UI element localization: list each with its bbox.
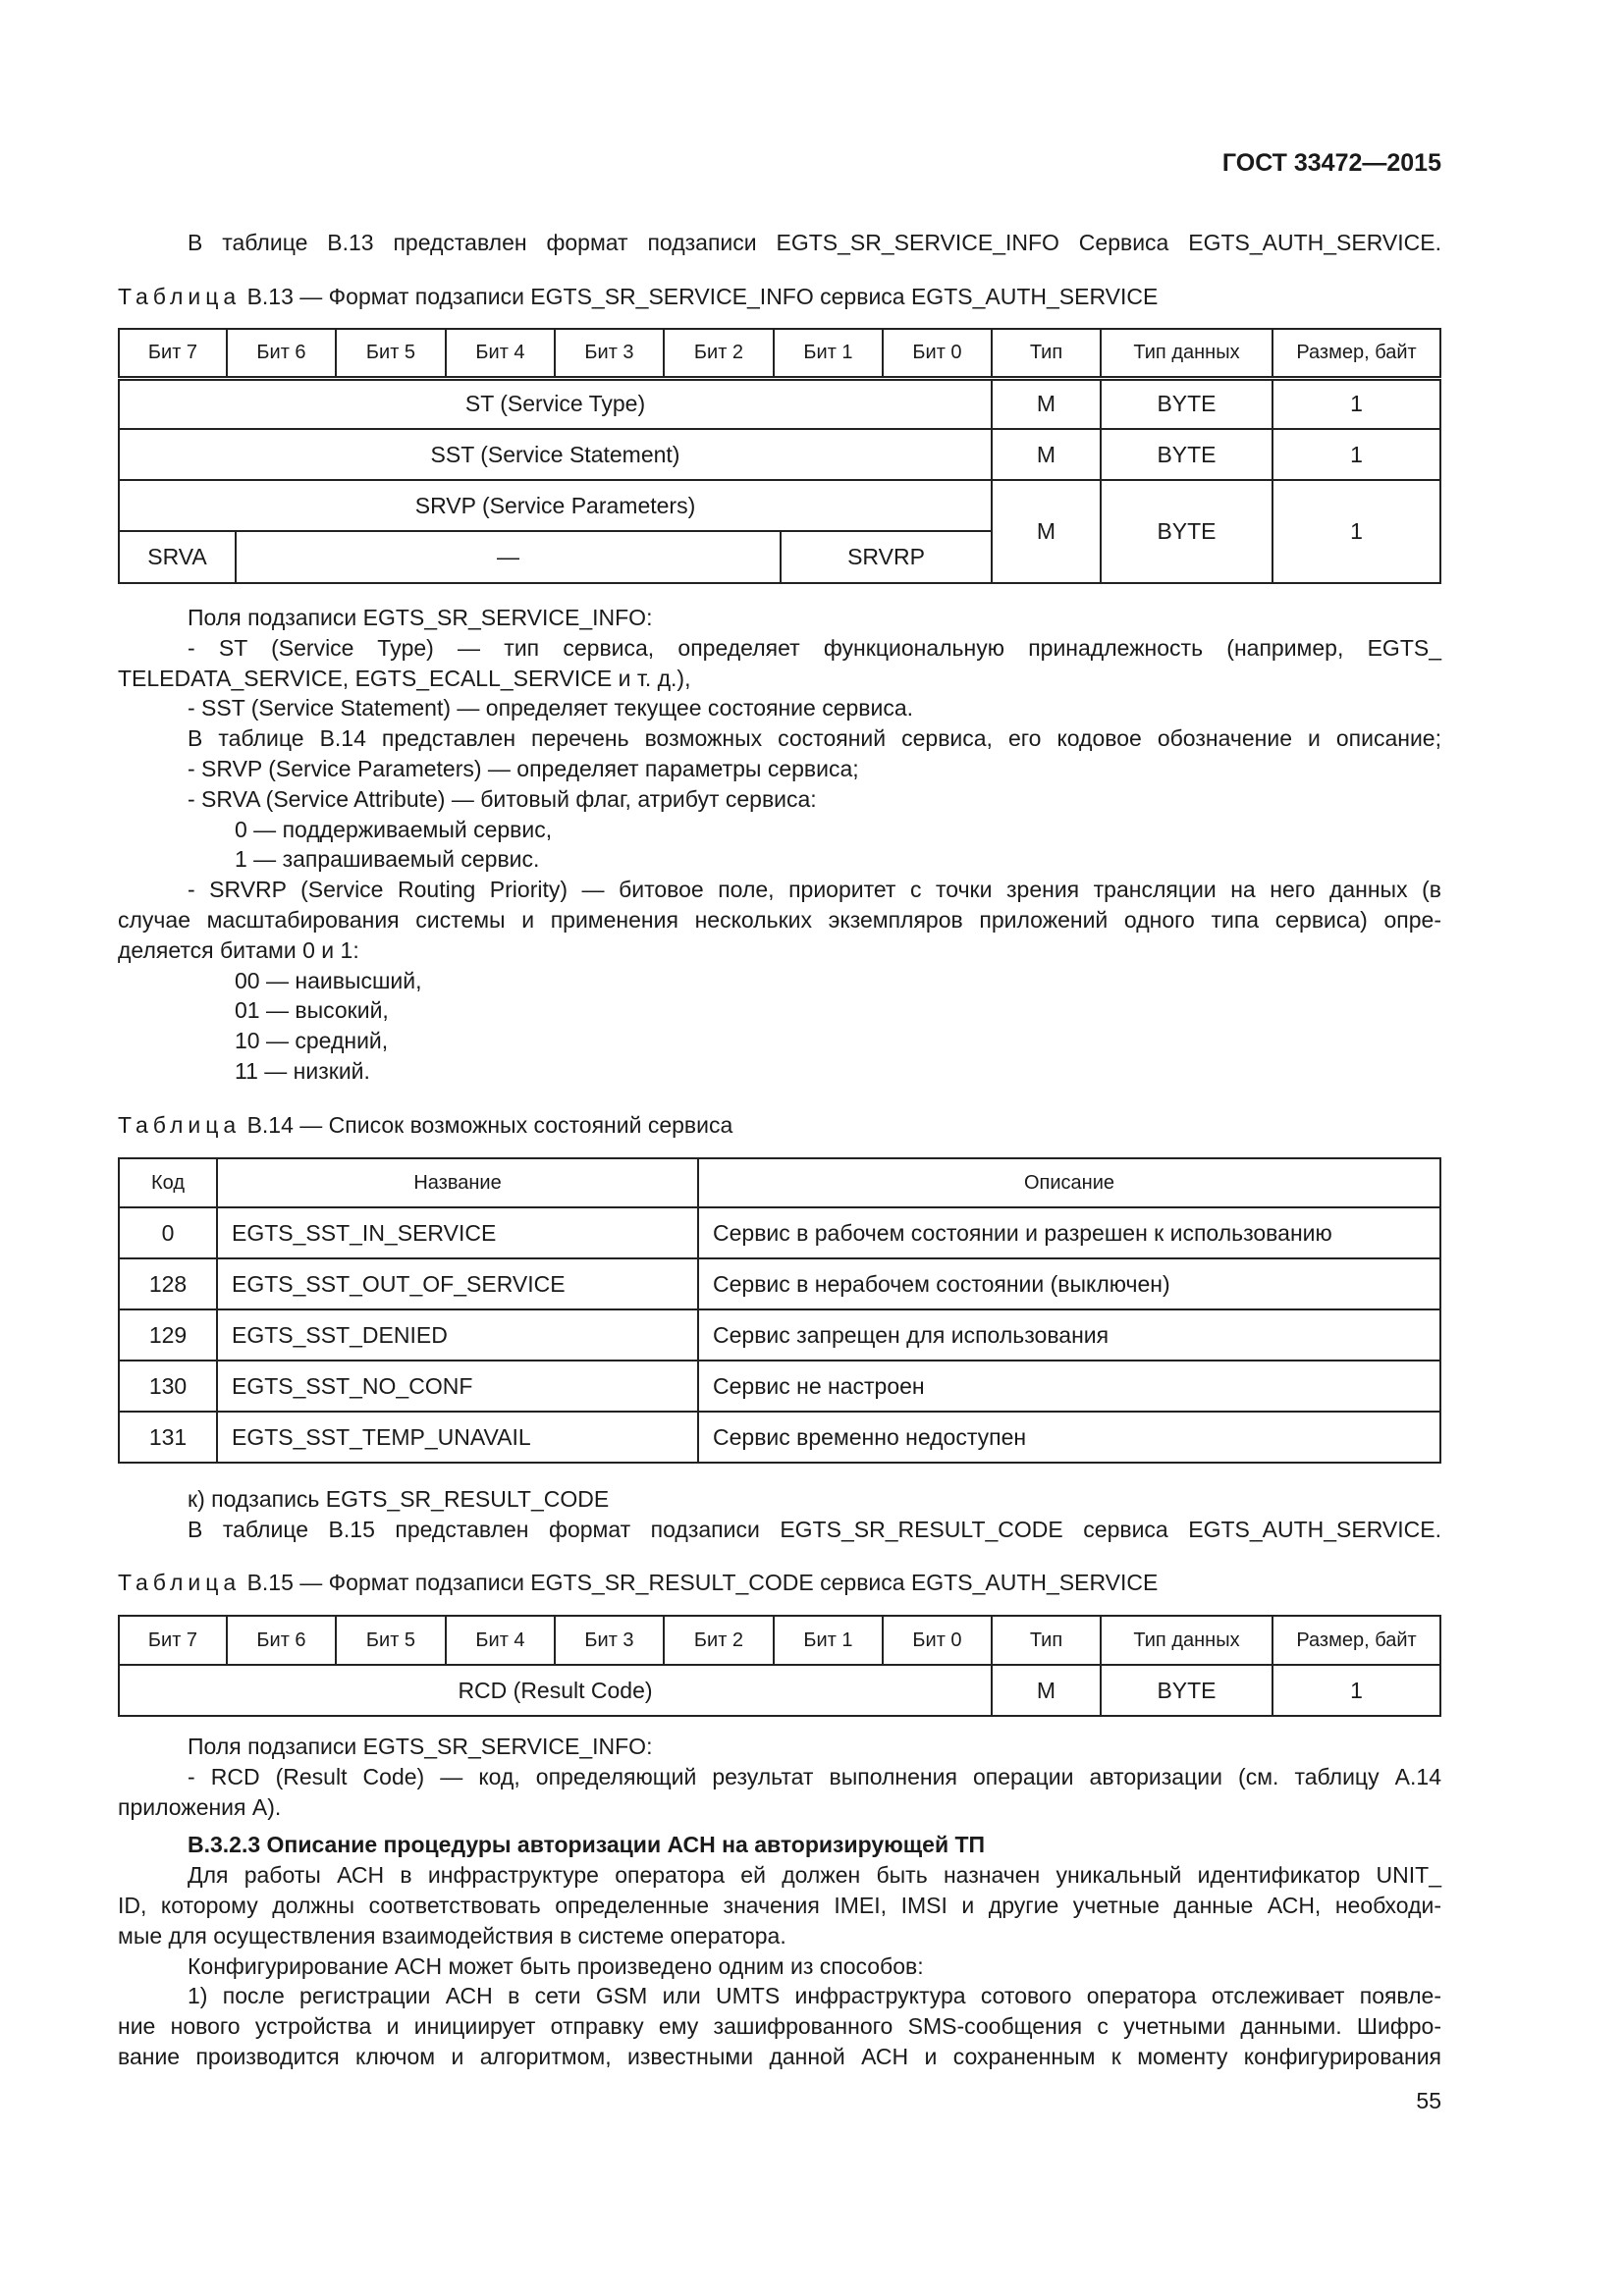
text-line: 0 — поддерживаемый сервис, bbox=[235, 816, 553, 842]
section-heading: В.3.2.3 Описание процедуры авторизации АСН на авторизирующей ТП bbox=[188, 1832, 986, 1858]
text-line: - SST (Service Statement) — определяет текущее состояние сервиса. bbox=[188, 695, 914, 721]
result-code-intro bbox=[118, 1484, 1441, 1545]
page-number: 55 bbox=[1416, 2088, 1441, 2113]
column-header: Название bbox=[217, 1158, 698, 1207]
column-header: Бит 4 bbox=[446, 1616, 555, 1665]
code-cell: 0 bbox=[119, 1207, 217, 1258]
text-line: 01 — высокий, bbox=[235, 997, 389, 1024]
table-header-row bbox=[119, 1158, 1440, 1207]
column-header: Бит 3 bbox=[555, 329, 664, 378]
table-row bbox=[119, 1412, 1440, 1463]
field-type: M bbox=[992, 378, 1101, 429]
field-data-type: BYTE bbox=[1101, 378, 1272, 429]
table-b14 bbox=[118, 1157, 1441, 1464]
code-cell: 129 bbox=[119, 1309, 217, 1361]
table-row bbox=[119, 429, 1440, 480]
text-line: Для работы АСН в инфраструктуре оператора ей должен быть назначен уникальный идентификатор UNIT_ bbox=[188, 1862, 1441, 1889]
name-cell: EGTS_SST_IN_SERVICE bbox=[217, 1207, 698, 1258]
column-header: Бит 3 bbox=[555, 1616, 664, 1665]
column-header: Код bbox=[119, 1158, 217, 1207]
text-line: В таблице В.14 представлен перечень возможных состояний сервиса, его кодовое обозначение и описание; bbox=[188, 725, 1441, 752]
column-header: Тип данных bbox=[1101, 329, 1272, 378]
column-header: Бит 6 bbox=[227, 1616, 336, 1665]
text-line: Поля подзаписи EGTS_SR_SERVICE_INFO: bbox=[188, 605, 653, 630]
table-row bbox=[119, 1258, 1440, 1309]
text-line: - SRVA (Service Attribute) — битовый флаг, атрибут сервиса: bbox=[188, 785, 817, 812]
field-size: 1 bbox=[1272, 429, 1440, 480]
table-row bbox=[119, 378, 1440, 429]
column-header: Бит 5 bbox=[336, 329, 446, 378]
description-cell: Сервис временно недоступен bbox=[698, 1412, 1440, 1463]
text-line: ID, которому должны соответствовать определенные значения IMEI, IMSI и другие учетные данные АСН, необходи- bbox=[118, 1892, 1441, 1918]
caption-label: Таблица bbox=[118, 1570, 242, 1595]
table-row bbox=[119, 1665, 1440, 1716]
field-size: 1 bbox=[1272, 480, 1440, 583]
text-line: мые для осуществления взаимодействия в системе оператора. bbox=[118, 1922, 786, 1949]
column-header: Тип bbox=[992, 329, 1101, 378]
table-b13 bbox=[118, 328, 1441, 584]
document-header: ГОСТ 33472—2015 bbox=[1221, 149, 1441, 177]
text-line: к) подзапись EGTS_SR_RESULT_CODE bbox=[188, 1486, 610, 1512]
code-cell: 128 bbox=[119, 1258, 217, 1309]
description-cell: Сервис не настроен bbox=[698, 1361, 1440, 1412]
column-header: Бит 0 bbox=[883, 1616, 992, 1665]
description-cell: Сервис запрещен для использования bbox=[698, 1309, 1440, 1361]
field-size: 1 bbox=[1272, 378, 1440, 429]
intro-text: В таблице В.13 представлен формат подзаписи EGTS_SR_SERVICE_INFO Сервиса EGTS_AUTH_SERVICE. bbox=[188, 230, 1441, 255]
table-row bbox=[119, 1309, 1440, 1361]
column-header: Описание bbox=[698, 1158, 1440, 1207]
caption-label: Таблица bbox=[118, 284, 242, 309]
code-cell: 130 bbox=[119, 1361, 217, 1412]
reserved-cell: — bbox=[237, 532, 782, 582]
field-data-type: BYTE bbox=[1101, 429, 1272, 480]
closing-text bbox=[118, 1732, 1441, 2072]
column-header: Размер, байт bbox=[1272, 1616, 1440, 1665]
text-line: случае масштабирования системы и применения нескольких экземпляров приложений одного типа сервиса) опре- bbox=[118, 906, 1441, 933]
table-b13-caption bbox=[118, 282, 1441, 312]
text-line: В таблице В.15 представлен формат подзаписи EGTS_SR_RESULT_CODE сервиса EGTS_AUTH_SERVICE. bbox=[188, 1516, 1441, 1542]
description-cell: Сервис в нерабочем состоянии (выключен) bbox=[698, 1258, 1440, 1309]
text-line: 1) после регистрации АСН в сети GSM или UMTS инфраструктура сотового оператора отслеживает появле- bbox=[188, 1983, 1441, 2009]
text-line: 11 — низкий. bbox=[235, 1057, 370, 1084]
column-header: Бит 7 bbox=[119, 329, 227, 378]
text-line: 10 — средний, bbox=[235, 1028, 389, 1054]
field-size: 1 bbox=[1272, 1665, 1440, 1716]
text-line: 00 — наивысший, bbox=[235, 967, 422, 993]
field-type: M bbox=[992, 480, 1101, 583]
field-type: M bbox=[992, 429, 1101, 480]
table-b15 bbox=[118, 1615, 1441, 1717]
text-line: 1 — запрашиваемый сервис. bbox=[235, 846, 540, 873]
column-header: Бит 4 bbox=[446, 329, 555, 378]
field-name: ST (Service Type) bbox=[119, 378, 992, 429]
caption-label: Таблица bbox=[118, 1112, 242, 1138]
field-type: M bbox=[992, 1665, 1101, 1716]
text-line: - SRVP (Service Parameters) — определяет параметры сервиса; bbox=[188, 755, 859, 781]
caption-text: В.14 — Список возможных состояний сервиса bbox=[246, 1112, 733, 1138]
text-line: - RCD (Result Code) — код, определяющий результат выполнения операции авторизации (см. таблицу А.14 bbox=[188, 1763, 1441, 1789]
column-header: Бит 6 bbox=[227, 329, 336, 378]
table-b14-caption bbox=[118, 1110, 1441, 1141]
column-header: Бит 2 bbox=[664, 1616, 774, 1665]
table-row bbox=[119, 1361, 1440, 1412]
column-header: Бит 0 bbox=[883, 329, 992, 378]
column-header: Бит 1 bbox=[774, 1616, 883, 1665]
column-header: Бит 2 bbox=[664, 329, 774, 378]
text-line: ние нового устройства и инициирует отправку ему зашифрованного SMS-сообщения с учетными данными. Шифро- bbox=[118, 2013, 1441, 2040]
text-line: Конфигурирование АСН может быть произведено одним из способов: bbox=[188, 1952, 924, 1979]
table-header-row bbox=[119, 329, 1440, 378]
text-line: вание производится ключом и алгоритмом, известными данной АСН и сохраненным к моменту конфигурирования bbox=[118, 2043, 1441, 2069]
name-cell: EGTS_SST_NO_CONF bbox=[217, 1361, 698, 1412]
field-name: SRVP (Service Parameters) bbox=[119, 480, 992, 531]
field-data-type: BYTE bbox=[1101, 480, 1272, 583]
name-cell: EGTS_SST_OUT_OF_SERVICE bbox=[217, 1258, 698, 1309]
column-header: Бит 5 bbox=[336, 1616, 446, 1665]
service-info-fields bbox=[118, 603, 1441, 1087]
column-header: Бит 7 bbox=[119, 1616, 227, 1665]
caption-text: В.15 — Формат подзаписи EGTS_SR_RESULT_CODE сервиса EGTS_AUTH_SERVICE bbox=[246, 1570, 1159, 1595]
name-cell: EGTS_SST_DENIED bbox=[217, 1309, 698, 1361]
column-header: Тип данных bbox=[1101, 1616, 1272, 1665]
text-line: Поля подзаписи EGTS_SR_SERVICE_INFO: bbox=[188, 1734, 653, 1759]
column-header: Бит 1 bbox=[774, 329, 883, 378]
text-line: TELEDATA_SERVICE, EGTS_ECALL_SERVICE и т. д.), bbox=[118, 665, 691, 691]
srva-cell: SRVA bbox=[120, 532, 237, 582]
column-header: Тип bbox=[992, 1616, 1101, 1665]
column-header: Размер, байт bbox=[1272, 329, 1440, 378]
text-line: - ST (Service Type) — тип сервиса, определяет функциональную принадлежность (например, EGTS_ bbox=[188, 634, 1441, 661]
field-data-type: BYTE bbox=[1101, 1665, 1272, 1716]
text-line: деляется битами 0 и 1: bbox=[118, 936, 359, 963]
table-b15-caption bbox=[118, 1568, 1441, 1598]
field-name: RCD (Result Code) bbox=[119, 1665, 992, 1716]
field-name: SST (Service Statement) bbox=[119, 429, 992, 480]
description-cell: Сервис в рабочем состоянии и разрешен к использованию bbox=[698, 1207, 1440, 1258]
text-line: - SRVRP (Service Routing Priority) — битовое поле, приоритет с точки зрения трансляции на него данных (в bbox=[188, 877, 1441, 903]
table-row bbox=[119, 1207, 1440, 1258]
text-line: приложения А). bbox=[118, 1793, 282, 1820]
code-cell: 131 bbox=[119, 1412, 217, 1463]
srvrp-cell: SRVRP bbox=[847, 544, 925, 569]
table-header-row bbox=[119, 1616, 1440, 1665]
table-row bbox=[119, 480, 1440, 531]
caption-text: В.13 — Формат подзаписи EGTS_SR_SERVICE_INFO сервиса EGTS_AUTH_SERVICE bbox=[246, 284, 1159, 309]
name-cell: EGTS_SST_TEMP_UNAVAIL bbox=[217, 1412, 698, 1463]
